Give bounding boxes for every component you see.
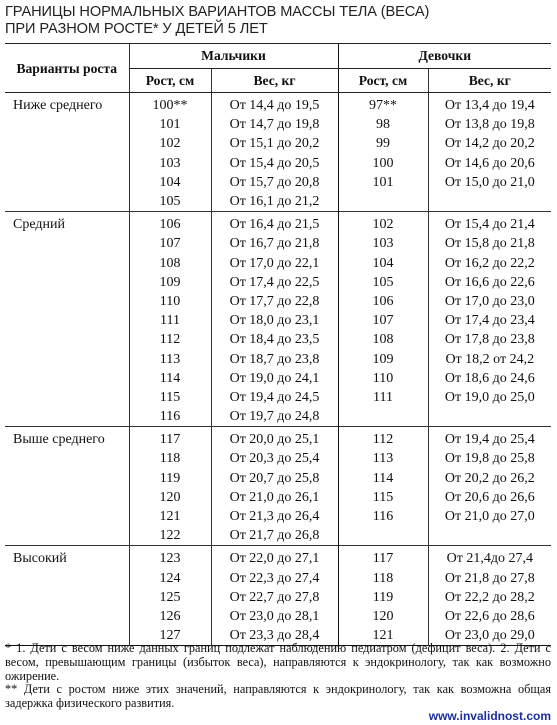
girls-weight-cell: От 19,8 до 25,8 xyxy=(428,449,551,468)
girls-weight-cell: От 14,6 до 20,6 xyxy=(428,154,551,173)
girls-height-cell: 118 xyxy=(338,569,428,588)
table-row xyxy=(5,154,551,173)
group-label xyxy=(5,292,129,311)
girls-height-cell: 97** xyxy=(338,93,428,116)
boys-height-cell: 115 xyxy=(129,388,211,407)
group-label xyxy=(5,154,129,173)
boys-weight-cell: От 14,4 до 19,5 xyxy=(211,93,338,116)
boys-weight-cell: От 15,1 до 20,2 xyxy=(211,134,338,153)
boys-weight-cell: От 21,0 до 26,1 xyxy=(211,488,338,507)
girls-height-cell: 104 xyxy=(338,254,428,273)
group-label xyxy=(5,330,129,349)
boys-weight-cell: От 19,7 до 24,8 xyxy=(211,407,338,427)
table-row xyxy=(5,349,551,368)
girls-height-cell: 107 xyxy=(338,311,428,330)
table-row xyxy=(5,449,551,468)
boys-height-cell: 108 xyxy=(129,254,211,273)
girls-weight-cell: От 13,4 до 19,4 xyxy=(428,93,551,116)
boys-height-cell: 111 xyxy=(129,311,211,330)
boys-height-cell: 117 xyxy=(129,427,211,450)
girls-weight-cell: От 18,2 от 24,2 xyxy=(428,349,551,368)
boys-weight-cell: От 18,4 до 23,5 xyxy=(211,330,338,349)
group-label xyxy=(5,507,129,526)
girls-height-cell: 117 xyxy=(338,546,428,569)
girls-height-cell: 109 xyxy=(338,349,428,368)
boys-weight-cell: От 23,3 до 28,4 xyxy=(211,626,338,646)
group-label: Выше среднего xyxy=(13,432,105,448)
table-row xyxy=(5,388,551,407)
table-row xyxy=(5,192,551,212)
girls-height-cell: 105 xyxy=(338,273,428,292)
table-row xyxy=(5,311,551,330)
girls-height-cell: 115 xyxy=(338,488,428,507)
girls-height-cell: 106 xyxy=(338,292,428,311)
girls-height-cell: 110 xyxy=(338,369,428,388)
table-row xyxy=(5,254,551,273)
girls-height-cell: 113 xyxy=(338,449,428,468)
girls-height-cell: 119 xyxy=(338,588,428,607)
boys-weight-cell: От 16,4 до 21,5 xyxy=(211,212,338,235)
girls-height-cell xyxy=(338,526,428,546)
group-block xyxy=(5,427,551,546)
boys-weight-cell: От 22,7 до 27,8 xyxy=(211,588,338,607)
group-label xyxy=(5,115,129,134)
girls-weight-cell: От 20,6 до 26,6 xyxy=(428,488,551,507)
table-row xyxy=(5,115,551,134)
boys-weight-header: Вес, кг xyxy=(211,69,338,93)
footnotes xyxy=(5,642,551,711)
girls-header: Девочки xyxy=(338,44,551,69)
boys-weight-cell: От 15,7 до 20,8 xyxy=(211,173,338,192)
group-label xyxy=(5,526,129,546)
boys-height-cell: 118 xyxy=(129,449,211,468)
boys-height-cell: 100** xyxy=(129,93,211,116)
girls-height-cell xyxy=(338,192,428,212)
boys-height-cell: 112 xyxy=(129,330,211,349)
girls-height-cell: 101 xyxy=(338,173,428,192)
boys-height-cell: 120 xyxy=(129,488,211,507)
table-row xyxy=(5,588,551,607)
girls-weight-header: Вес, кг xyxy=(428,69,551,93)
girls-weight-cell: От 21,8 до 27,8 xyxy=(428,569,551,588)
table-row xyxy=(5,330,551,349)
girls-weight-cell: От 17,0 до 23,0 xyxy=(428,292,551,311)
boys-weight-cell: От 20,7 до 25,8 xyxy=(211,469,338,488)
group-label xyxy=(5,449,129,468)
girls-weight-cell: От 19,4 до 25,4 xyxy=(428,427,551,450)
table-row xyxy=(5,569,551,588)
girls-weight-cell: От 16,6 до 22,6 xyxy=(428,273,551,292)
girls-height-cell: 103 xyxy=(338,234,428,253)
group-label xyxy=(5,588,129,607)
boys-height-cell: 113 xyxy=(129,349,211,368)
girls-height-cell: 116 xyxy=(338,507,428,526)
table-row xyxy=(5,507,551,526)
girls-weight-cell: От 22,2 до 28,2 xyxy=(428,588,551,607)
boys-weight-cell: От 15,4 до 20,5 xyxy=(211,154,338,173)
group-label xyxy=(5,488,129,507)
boys-height-cell: 110 xyxy=(129,292,211,311)
girls-weight-cell xyxy=(428,192,551,212)
boys-weight-cell: От 17,7 до 22,8 xyxy=(211,292,338,311)
girls-weight-cell: От 14,2 до 20,2 xyxy=(428,134,551,153)
girls-weight-cell: От 16,2 до 22,2 xyxy=(428,254,551,273)
girls-height-cell: 112 xyxy=(338,427,428,450)
table-header xyxy=(5,44,551,93)
group-block xyxy=(5,93,551,212)
girls-height-cell: 114 xyxy=(338,469,428,488)
table-row xyxy=(5,488,551,507)
girls-weight-cell: От 21,4до 27,4 xyxy=(428,546,551,569)
boys-height-cell: 119 xyxy=(129,469,211,488)
boys-header: Мальчики xyxy=(129,44,338,69)
title-line-1: ГРАНИЦЫ НОРМАЛЬНЫХ ВАРИАНТОВ МАССЫ ТЕЛА (ВЕСА) xyxy=(5,4,430,20)
group-label xyxy=(5,469,129,488)
girls-weight-cell: От 17,4 до 23,4 xyxy=(428,311,551,330)
girls-weight-cell: От 13,8 до 19,8 xyxy=(428,115,551,134)
footnote-2: ** Дети с ростом ниже этих значений, направляются к эндокринологу, так как возможна общая задержка физического развития. xyxy=(5,682,551,711)
table-row xyxy=(5,546,551,569)
girls-weight-cell: От 19,0 до 25,0 xyxy=(428,388,551,407)
boys-weight-cell: От 20,3 до 25,4 xyxy=(211,449,338,468)
group-label xyxy=(5,369,129,388)
girls-height-cell: 121 xyxy=(338,626,428,646)
boys-height-cell: 107 xyxy=(129,234,211,253)
boys-weight-cell: От 16,7 до 21,8 xyxy=(211,234,338,253)
girls-weight-cell: От 18,6 до 24,6 xyxy=(428,369,551,388)
table-row xyxy=(5,292,551,311)
girls-height-cell: 111 xyxy=(338,388,428,407)
table-row xyxy=(5,173,551,192)
boys-height-cell: 121 xyxy=(129,507,211,526)
girls-height-header: Рост, см xyxy=(338,69,428,93)
girls-weight-cell xyxy=(428,407,551,427)
group-label: Средний xyxy=(13,217,65,233)
group-label xyxy=(5,273,129,292)
boys-height-cell: 104 xyxy=(129,173,211,192)
girls-weight-cell: От 15,0 до 21,0 xyxy=(428,173,551,192)
boys-height-cell: 101 xyxy=(129,115,211,134)
boys-height-cell: 109 xyxy=(129,273,211,292)
boys-weight-cell: От 14,7 до 19,8 xyxy=(211,115,338,134)
group-label xyxy=(5,192,129,212)
group-label xyxy=(5,607,129,626)
boys-height-cell: 114 xyxy=(129,369,211,388)
boys-weight-cell: От 17,0 до 22,1 xyxy=(211,254,338,273)
title-line-2: ПРИ РАЗНОМ РОСТЕ* У ДЕТЕЙ 5 ЛЕТ xyxy=(5,21,268,37)
group-label xyxy=(5,234,129,253)
boys-weight-cell: От 21,7 до 26,8 xyxy=(211,526,338,546)
table-row xyxy=(5,212,551,235)
girls-height-cell xyxy=(338,407,428,427)
table-row xyxy=(5,407,551,427)
boys-height-cell: 124 xyxy=(129,569,211,588)
girls-height-cell: 102 xyxy=(338,212,428,235)
document-title xyxy=(5,4,553,38)
table-row xyxy=(5,427,551,450)
group-label xyxy=(5,254,129,273)
boys-weight-cell: От 18,7 до 23,8 xyxy=(211,349,338,368)
girls-weight-cell xyxy=(428,526,551,546)
boys-weight-cell: От 18,0 до 23,1 xyxy=(211,311,338,330)
girls-weight-cell: От 22,6 до 28,6 xyxy=(428,607,551,626)
boys-height-cell: 125 xyxy=(129,588,211,607)
boys-height-cell: 126 xyxy=(129,607,211,626)
girls-height-cell: 100 xyxy=(338,154,428,173)
group-label xyxy=(5,569,129,588)
boys-height-cell: 116 xyxy=(129,407,211,427)
group-label: Ниже среднего xyxy=(13,98,103,114)
footnote-1: * 1. Дети с весом ниже данных границ подлежат наблюдению педиатром (дефицит веса). 2. Дети с весом, превышающим границы (избыток веса), направляются к эндокринологу, так как возможно ожирение. xyxy=(5,641,551,683)
group-label xyxy=(5,134,129,153)
group-label xyxy=(5,407,129,427)
boys-weight-cell: От 17,4 до 22,5 xyxy=(211,273,338,292)
girls-weight-cell: От 15,8 до 21,8 xyxy=(428,234,551,253)
group-block xyxy=(5,212,551,427)
boys-weight-cell: От 22,3 до 27,4 xyxy=(211,569,338,588)
table-row xyxy=(5,607,551,626)
group-block xyxy=(5,546,551,646)
group-label: Высокий xyxy=(13,551,67,567)
table-row xyxy=(5,93,551,116)
boys-height-cell: 102 xyxy=(129,134,211,153)
table-row xyxy=(5,469,551,488)
boys-weight-cell: От 22,0 до 27,1 xyxy=(211,546,338,569)
boys-height-cell: 103 xyxy=(129,154,211,173)
girls-weight-cell: От 17,8 до 23,8 xyxy=(428,330,551,349)
boys-height-header: Рост, см xyxy=(129,69,211,93)
boys-height-cell: 105 xyxy=(129,192,211,212)
girls-weight-cell: От 15,4 до 21,4 xyxy=(428,212,551,235)
table-row xyxy=(5,526,551,546)
group-label xyxy=(5,173,129,192)
boys-height-cell: 123 xyxy=(129,546,211,569)
boys-weight-cell: От 16,1 до 21,2 xyxy=(211,192,338,212)
row-header: Варианты роста xyxy=(5,44,129,93)
girls-weight-cell: От 23,0 до 29,0 xyxy=(428,626,551,646)
boys-height-cell: 106 xyxy=(129,212,211,235)
boys-height-cell: 122 xyxy=(129,526,211,546)
boys-weight-cell: От 21,3 до 26,4 xyxy=(211,507,338,526)
girls-weight-cell: От 21,0 до 27,0 xyxy=(428,507,551,526)
group-label xyxy=(5,349,129,368)
table-row xyxy=(5,234,551,253)
boys-weight-cell: От 19,4 до 24,5 xyxy=(211,388,338,407)
table-row xyxy=(5,273,551,292)
boys-weight-cell: От 20,0 до 25,1 xyxy=(211,427,338,450)
table-row xyxy=(5,134,551,153)
girls-height-cell: 98 xyxy=(338,115,428,134)
watermark-link[interactable]: www.invalidnost.com xyxy=(425,709,551,723)
girls-weight-cell: От 20,2 до 26,2 xyxy=(428,469,551,488)
girls-height-cell: 120 xyxy=(338,607,428,626)
boys-weight-cell: От 19,0 до 24,1 xyxy=(211,369,338,388)
group-label xyxy=(5,388,129,407)
girls-height-cell: 108 xyxy=(338,330,428,349)
boys-weight-cell: От 23,0 до 28,1 xyxy=(211,607,338,626)
weight-norms-table xyxy=(5,43,551,646)
table-row xyxy=(5,369,551,388)
girls-height-cell: 99 xyxy=(338,134,428,153)
group-label xyxy=(5,311,129,330)
boys-height-cell: 127 xyxy=(129,626,211,646)
